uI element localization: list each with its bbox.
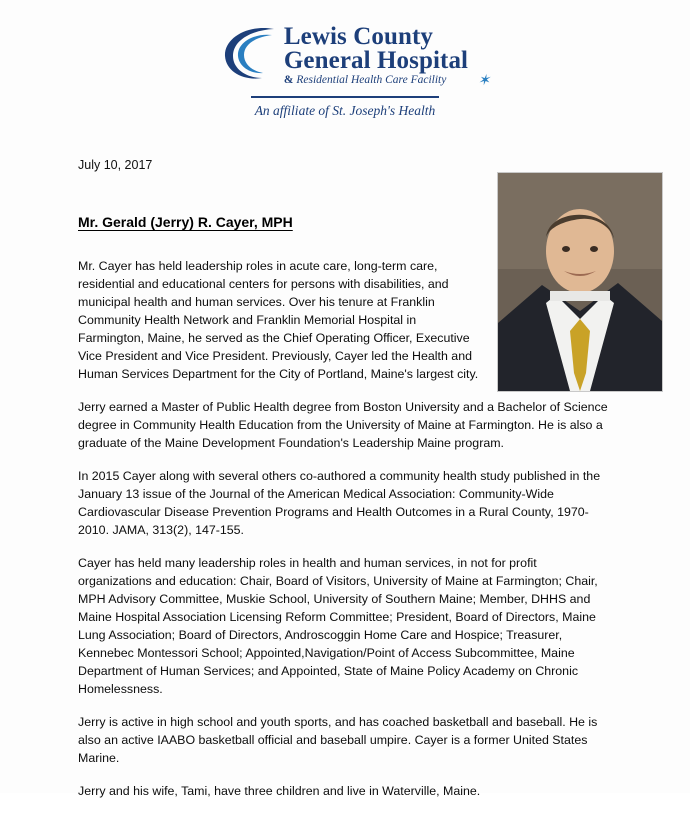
logo-line-1: Lewis County <box>283 23 434 50</box>
page-title: Mr. Gerald (Jerry) R. Cayer, MPH <box>78 214 293 230</box>
star-icon: ✶ <box>477 73 491 89</box>
affiliate-line: An affiliate of St. Joseph's Health <box>254 102 436 118</box>
logo-subtitle-text: Residential Health Care Facility <box>293 74 447 86</box>
letterhead <box>0 22 690 119</box>
document-body <box>78 258 612 816</box>
swoosh-icon <box>222 22 278 84</box>
letterhead-divider <box>251 96 439 98</box>
logo-subtitle-amp: & <box>283 74 294 86</box>
hospital-logo <box>0 22 690 87</box>
document-date: July 10, 2017 <box>78 158 153 172</box>
logo-line-2: General Hospital <box>283 46 469 74</box>
logo-subtitle <box>283 73 491 89</box>
paragraph-5: Jerry is active in high school and youth sports, and has coached basketball and baseball. He is also an active IAABO basketball official and baseball umpire. Cayer is a former United States Marine. <box>78 714 598 765</box>
paragraph-2: Jerry earned a Master of Public Health degree from Boston University and a Bachelor of Science degree in Community Health Education from the University of Maine at Farmington. He is also a graduate of the Maine Development Foundation's Leadership Maine program. <box>78 399 608 450</box>
logo-wordmark <box>283 22 491 89</box>
paragraph-6: Jerry and his wife, Tami, have three children and live in Waterville, Maine. <box>78 783 481 798</box>
paragraph-4: Cayer has held many leadership roles in health and human services, in not for profit organizations and education: Chair, Board of Visitors, University of Maine at Farmington; Chair, MPH Advisory Committee, Muskie School, University of Southern Maine; Member, DHHS and Maine Hospital Association Licensing Reform Committee; President, Board of Directors, Maine Lung Association; Board of Directors, Androscoggin Home Care and Hospice; Treasurer, Kennebec Montessori School; Appointed,Navigation/Point of Access Subcommittee, Maine Department of Human Services; and Appointed, State of Maine Policy Academy on Chronic Homelessness. <box>78 555 598 696</box>
paragraph-1: Mr. Cayer has held leadership roles in acute care, long-term care, residential and educational centers for persons with disabilities, and municipal health and human services. Over his tenure at Franklin Community Health Network and Franklin Memorial Hospital in Farmington, Maine, he served as the Chief Operating Officer, Executive Vice President and Vice President. Previously, Cayer led the Health and Human Services Department for the City of Portland, Maine's largest city. <box>78 259 479 381</box>
paragraph-3: In 2015 Cayer along with several others co-authored a community health study published in the January 13 issue of the Journal of the American Medical Association: Community-Wide Cardiovascular Disease Prevention Programs and Health Outcomes in a Rural County, 1970-2010. JAMA, 313(2), 147-155. <box>78 468 601 537</box>
